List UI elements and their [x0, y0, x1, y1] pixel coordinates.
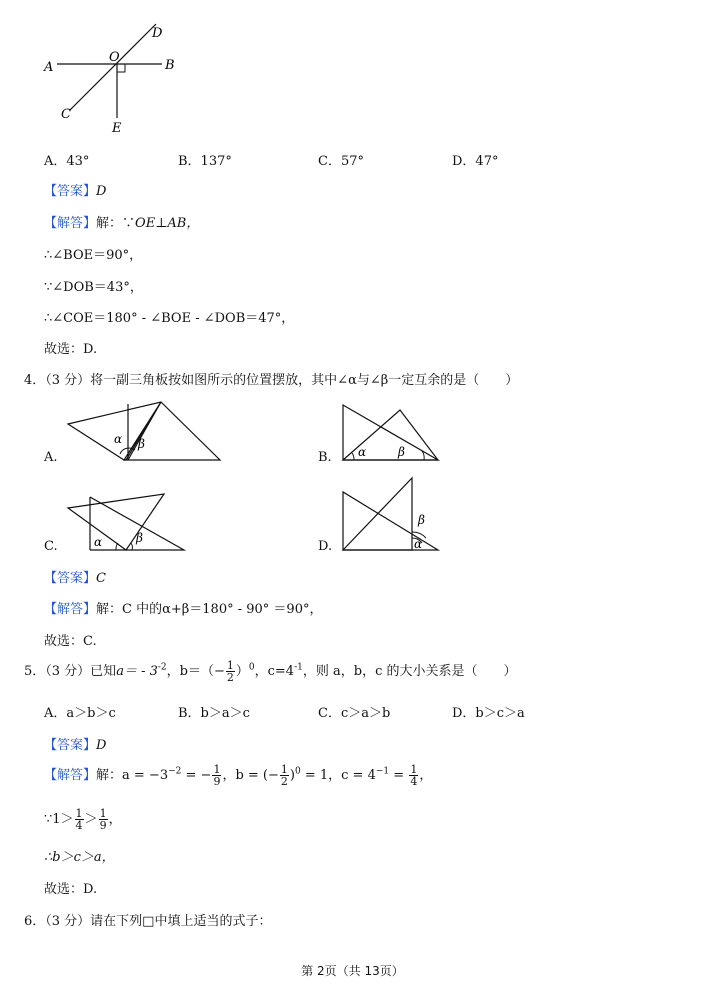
q3-answer: D	[96, 184, 107, 199]
q3-option-a: A．43°	[44, 154, 90, 169]
q5-sol-d: )	[289, 768, 295, 783]
q3-solution-line-1	[44, 212, 199, 231]
q3-option-c: C．57°	[318, 154, 364, 169]
frac-denominator: 2	[280, 775, 288, 788]
q5-sol-d-exp: 0	[294, 766, 301, 777]
q4c-alpha: α	[94, 535, 103, 549]
q5-stem-a: 5．（3 分）已知	[24, 664, 117, 679]
label-D: D	[152, 26, 163, 41]
q5-option-a: A．a＞b＞c	[44, 706, 116, 721]
figure-q4-c	[64, 490, 190, 554]
q3-answer-line	[44, 180, 106, 199]
solution-tag: 【解答】	[44, 216, 97, 231]
frac-denominator: 4	[410, 775, 418, 788]
q5-option-c: C．c＞a＞b	[318, 706, 391, 721]
frac-numerator: 1	[410, 763, 418, 776]
page-footer: 第 2页（共 13页）	[301, 964, 404, 978]
q5-stem-d: ）	[235, 664, 249, 679]
q4-option-label-d: D.	[318, 539, 333, 554]
figure-q4-d	[340, 476, 444, 554]
fraction-one-half	[280, 764, 289, 787]
fraction-one-half	[226, 660, 235, 683]
q5-cmp-a: ∵1＞	[44, 812, 74, 827]
q4-option-label-c: C.	[44, 539, 58, 554]
q5-stem-b-exp: -2	[157, 662, 167, 673]
fraction-one-ninth	[99, 808, 108, 831]
label-A: A	[44, 60, 54, 75]
q5-sol-f: =	[393, 768, 405, 783]
frac-numerator: 1	[226, 659, 234, 672]
frac-numerator: 1	[99, 807, 107, 820]
fraction-one-quarter	[409, 764, 418, 787]
q4a-alpha: α	[114, 432, 123, 446]
q3-option-b: B．137°	[178, 154, 232, 169]
q5-stem-f: ，则 a，b，c 的大小关系是（ ）	[302, 664, 517, 679]
q5-stem	[24, 660, 516, 683]
q4b-alpha: α	[358, 445, 367, 459]
q3-sol-l1: OE⊥AB，	[135, 216, 200, 231]
q4b-beta: β	[398, 445, 405, 459]
q5-stem-b: a＝ - 3	[116, 664, 158, 679]
fraction-one-quarter	[75, 808, 84, 831]
q5-sol-b: = −	[185, 768, 212, 783]
q4c-beta: β	[136, 531, 143, 545]
q4a-beta: β	[138, 437, 145, 451]
q3-solution-line-4: ∴∠COE＝180° - ∠BOE - ∠DOB＝47°，	[44, 311, 295, 326]
q5-sol-a-exp: −2	[168, 766, 182, 777]
q5-sol-a: 解：a = −3	[96, 768, 169, 783]
q5-sol-g: ，	[419, 768, 433, 783]
q4-option-label-b: B.	[318, 450, 332, 465]
q4-stem: 4．（3 分）将一副三角板按如图所示的位置摆放，其中∠α与∠β一定互余的是（ ）	[24, 373, 519, 388]
answer-tag: 【答案】	[44, 738, 97, 753]
q4-solution-line-1	[44, 598, 322, 617]
frac-denominator: 2	[226, 671, 234, 684]
q3-solution-line-3: ∵∠DOB＝43°，	[44, 280, 143, 295]
q4-sol-l1: 解：C 中的α+β＝180° - 90° ＝90°，	[96, 602, 323, 617]
q5-solution-line-1	[44, 764, 432, 787]
q4d-alpha: α	[414, 537, 423, 551]
solution-tag: 【解答】	[44, 602, 97, 617]
frac-numerator: 1	[280, 763, 288, 776]
q4-option-label-a: A.	[44, 450, 58, 465]
q5-result: ∴b＞c＞a，	[44, 850, 115, 865]
answer-tag: 【答案】	[44, 571, 97, 586]
figure-q4-a	[64, 398, 226, 464]
q5-stem-d-exp: 0	[248, 662, 255, 673]
q5-comparison-line	[44, 808, 122, 831]
q3-solution-line-2: ∴∠BOE＝90°，	[44, 248, 143, 263]
answer-tag: 【答案】	[44, 184, 97, 199]
q5-conclusion: 故选：D.	[44, 882, 98, 897]
q5-sol-e: = 1，c = 4	[304, 768, 376, 783]
q4-answer: C	[96, 571, 106, 586]
q3-sol-intro: 解：∵	[96, 216, 136, 231]
q5-answer-line	[44, 734, 106, 753]
label-O: O	[109, 50, 120, 65]
q6-stem: 6．（3 分）请在下列□中填上适当的式子：	[24, 914, 272, 929]
q5-stem-e-exp: -1	[294, 662, 303, 673]
q5-sol-c: ，b = (−	[222, 768, 279, 783]
label-E: E	[112, 121, 122, 136]
q5-stem-e: ，c=4	[254, 664, 295, 679]
solution-tag: 【解答】	[44, 768, 97, 783]
frac-denominator: 9	[213, 775, 221, 788]
q5-cmp-c: ，	[108, 812, 122, 827]
q4-answer-line	[44, 567, 106, 586]
q3-conclusion: 故选：D.	[44, 342, 98, 357]
q3-option-d: D．47°	[452, 154, 499, 169]
figure-q4-b	[340, 402, 444, 464]
q4d-beta: β	[418, 513, 425, 527]
frac-numerator: 1	[75, 807, 83, 820]
q5-option-d: D．b＞c＞a	[452, 706, 525, 721]
q4-conclusion: 故选：C.	[44, 634, 97, 649]
q5-cmp-b: ＞	[84, 812, 98, 827]
figure-q3-lines	[40, 18, 190, 136]
frac-denominator: 9	[99, 819, 107, 832]
frac-numerator: 1	[213, 763, 221, 776]
fraction-one-ninth	[212, 764, 221, 787]
label-B: B	[165, 58, 175, 73]
q5-option-b: B．b＞a＞c	[178, 706, 250, 721]
frac-denominator: 4	[75, 819, 83, 832]
q5-stem-c: ，b＝（−	[166, 664, 225, 679]
q5-answer: D	[96, 738, 107, 753]
label-C: C	[61, 107, 71, 122]
q5-sol-e-exp: −1	[375, 766, 390, 777]
